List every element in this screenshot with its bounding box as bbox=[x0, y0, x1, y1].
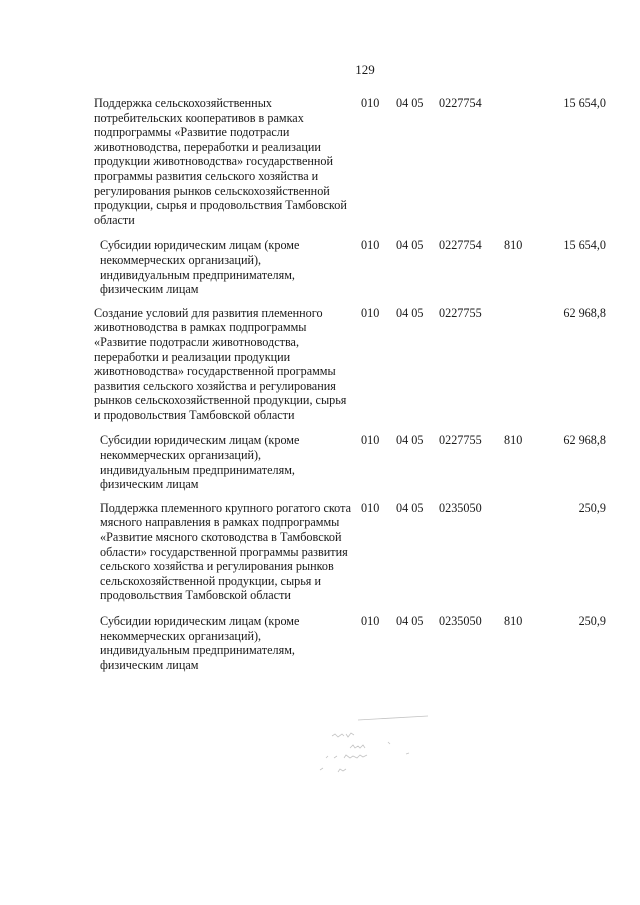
row-section-code: 04 05 bbox=[396, 305, 424, 320]
row-description: Создание условий для развития племенного животноводства в рамках подпрограммы «Развитие подотрасли животноводства, переработки и реализации продукции животноводства» государственной программы развития сельского хозяйства и регулирования рынков сельскохозяйственной продукции, сырья и продовольствия Тамбовской области bbox=[94, 305, 347, 422]
row-expense-type: 810 bbox=[504, 238, 523, 253]
row-amount: 250,9 bbox=[578, 614, 606, 628]
table-row bbox=[94, 238, 606, 296]
row-amount: 62 968,8 bbox=[563, 433, 606, 448]
row-description: Субсидии юридическим лицам (кроме некоммерческих организаций), индивидуальным предпринимателям, физическим лицам bbox=[100, 614, 300, 672]
row-section-code: 04 05 bbox=[396, 238, 424, 253]
row-target-article: 0235050 bbox=[439, 500, 482, 515]
row-description: Поддержка племенного крупного рогатого скота мясного направления в рамках подпрограммы «Развитие мясного скотоводства в Тамбовской области» государственной программы развития сельского хозяйства и регулирования рынков сельскохозяйственной продукции, сырья и продовольствия Тамбовской области bbox=[100, 500, 351, 603]
row-amount: 15 654,0 bbox=[563, 96, 606, 110]
row-description: Субсидии юридическим лицам (кроме некоммерческих организаций), индивидуальным предпринимателям, физическим лицам bbox=[100, 433, 300, 492]
row-amount: 15 654,0 bbox=[563, 238, 606, 253]
table-row bbox=[94, 96, 606, 227]
table-row bbox=[94, 306, 606, 423]
row-target-article: 0227754 bbox=[439, 238, 482, 253]
row-target-article: 0227755 bbox=[439, 305, 482, 320]
table-row bbox=[94, 501, 606, 603]
table-row bbox=[94, 614, 606, 672]
row-amount: 250,9 bbox=[578, 500, 606, 515]
page-number: 129 bbox=[355, 62, 375, 77]
row-ministry-code: 010 bbox=[361, 96, 380, 110]
budget-table bbox=[94, 96, 606, 672]
table-row bbox=[94, 433, 606, 491]
row-ministry-code: 010 bbox=[361, 500, 380, 515]
row-section-code: 04 05 bbox=[396, 614, 424, 628]
row-ministry-code: 010 bbox=[361, 238, 380, 253]
row-amount: 62 968,8 bbox=[563, 305, 606, 320]
row-target-article: 0235050 bbox=[439, 614, 482, 628]
row-description: Поддержка сельскохозяйственных потребительских кооперативов в рамках подпрограммы «Развитие подотрасли животноводства, переработки и реализации продукции животноводства» государственной программы развития сельского хозяйства и регулирования рынков сельскохозяйственной продукции, сырья и продовольствия Тамбовской области bbox=[94, 96, 347, 227]
row-section-code: 04 05 bbox=[396, 433, 424, 448]
row-section-code: 04 05 bbox=[396, 96, 424, 110]
row-target-article: 0227755 bbox=[439, 433, 482, 448]
row-ministry-code: 010 bbox=[361, 614, 380, 628]
row-section-code: 04 05 bbox=[396, 500, 424, 515]
stamp-mark bbox=[318, 712, 438, 782]
row-description: Субсидии юридическим лицам (кроме некоммерческих организаций), индивидуальным предпринимателям, физическим лицам bbox=[100, 238, 300, 297]
row-expense-type: 810 bbox=[504, 433, 523, 448]
row-expense-type: 810 bbox=[504, 614, 523, 628]
row-ministry-code: 010 bbox=[361, 305, 380, 320]
row-target-article: 0227754 bbox=[439, 96, 482, 110]
row-ministry-code: 010 bbox=[361, 433, 380, 448]
